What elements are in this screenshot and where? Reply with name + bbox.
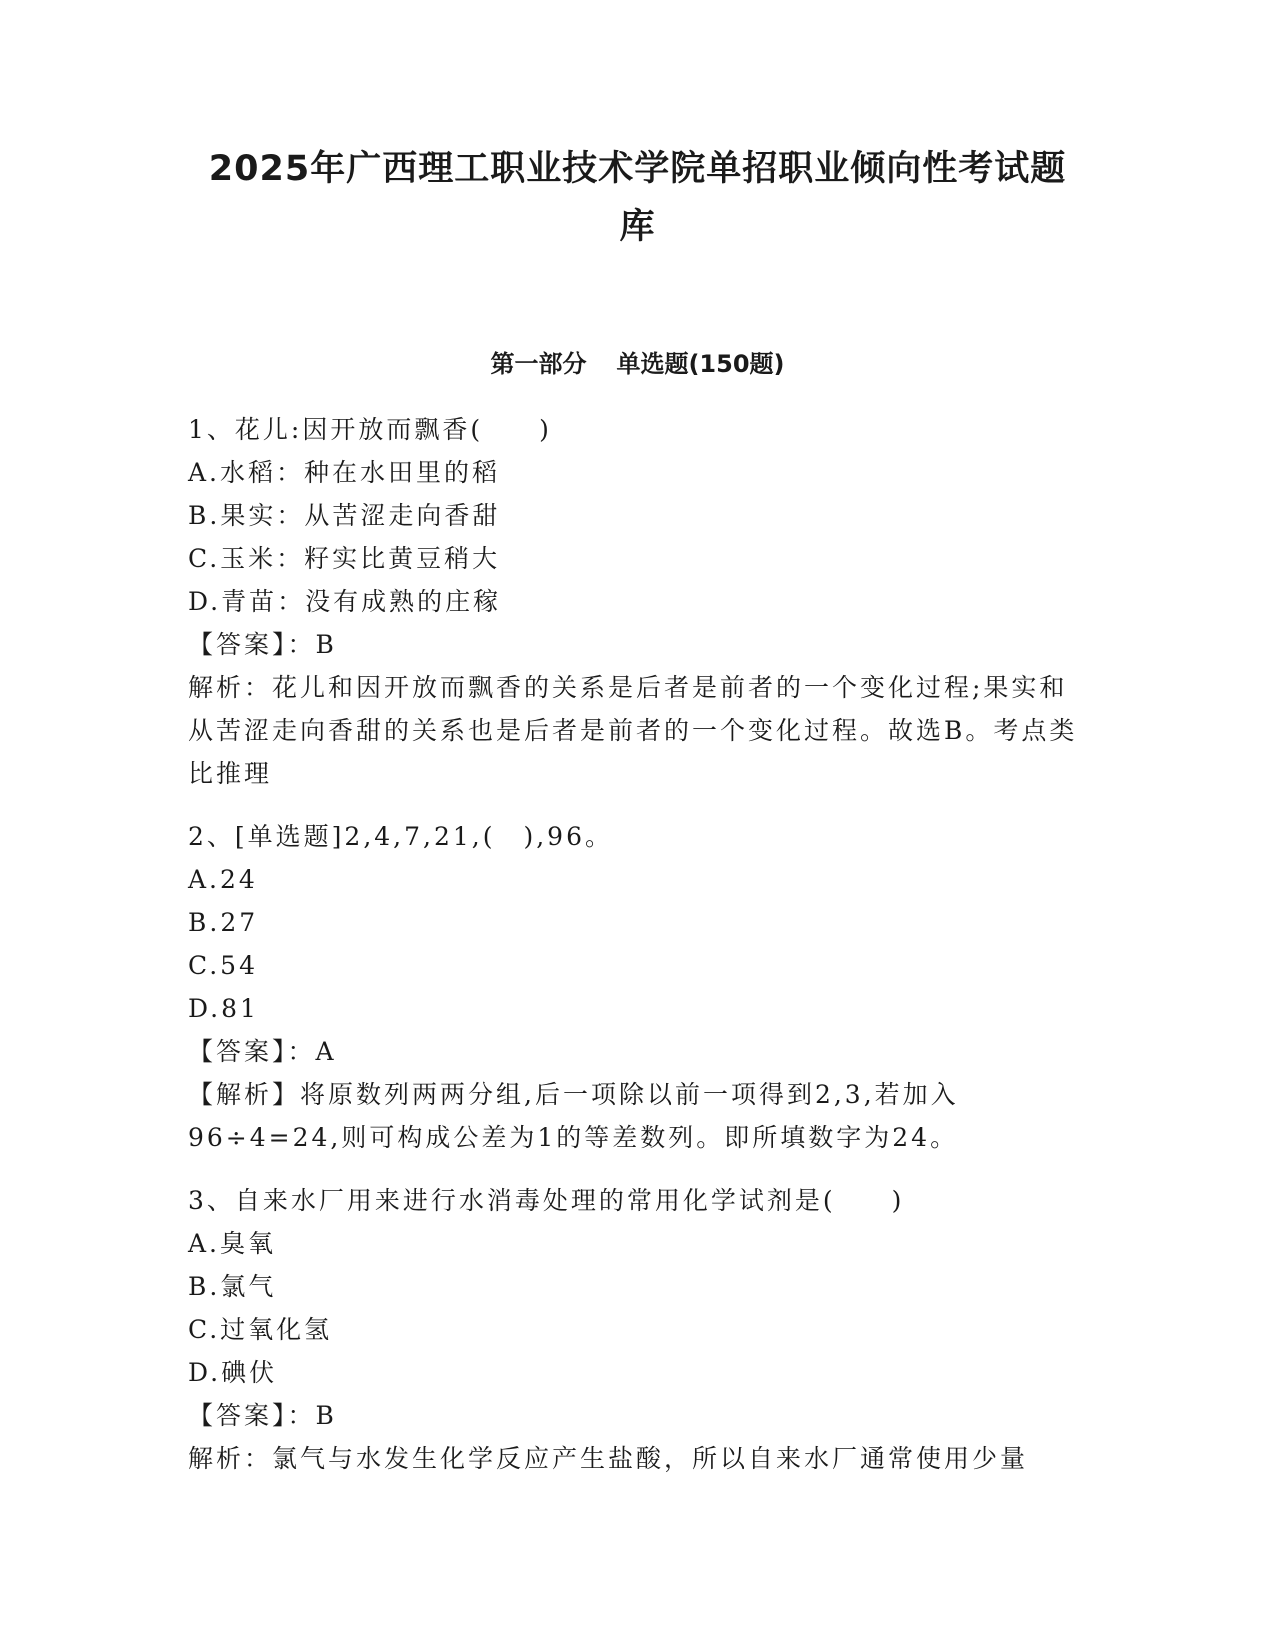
question-2	[188, 815, 1088, 1159]
question-3	[188, 1179, 1088, 1480]
option-b: B.27	[188, 908, 259, 937]
answer-label: 【答案】：	[188, 1037, 316, 1066]
answer-value: A	[315, 1037, 337, 1066]
question-1	[188, 408, 1088, 795]
section-heading	[150, 347, 1125, 381]
option-d: D.碘伏	[188, 1358, 278, 1387]
option-c: C.54	[188, 951, 258, 980]
analysis-text: 解析：氯气与水发生化学反应产生盐酸，所以自来水厂通常使用少量	[188, 1444, 1029, 1473]
document-title-line-1: 2025年广西理工职业技术学院单招职业倾向性考试题	[208, 149, 1067, 189]
section-name: 单选题(150题)	[616, 350, 785, 378]
document-title-line-2: 库	[619, 207, 656, 247]
answer-line	[188, 623, 1088, 666]
section-part: 第一部分	[490, 350, 587, 378]
option-b: B.果实：从苦涩走向香甜	[188, 501, 501, 530]
analysis-text: 解析：花儿和因开放而飘香的关系是后者是前者的一个变化过程;果实和从苦涩走向香甜的关系也是后者是前者的一个变化过程。故选B。考点类比推理	[188, 673, 1078, 788]
option-d: D.青苗：没有成熟的庄稼	[188, 587, 502, 616]
answer-value: B	[315, 1401, 337, 1430]
document-title	[150, 140, 1125, 256]
answer-value: B	[315, 630, 337, 659]
analysis-text-line-2: 96÷4=24,则可构成公差为1的等差数列。即所填数字为24。	[188, 1123, 959, 1152]
question-stem: 3、自来水厂用来进行水消毒处理的常用化学试剂是( )	[188, 1186, 905, 1215]
option-d: D.81	[188, 994, 259, 1023]
option-c: C.玉米：籽实比黄豆稍大	[188, 544, 501, 573]
analysis-text-line-1: 【解析】将原数列两两分组,后一项除以前一项得到2,3,若加入	[188, 1080, 959, 1109]
question-stem: 1、花儿:因开放而飘香( )	[188, 415, 552, 444]
answer-line	[188, 1394, 1088, 1437]
answer-label: 【答案】：	[188, 630, 316, 659]
option-c: C.过氧化氢	[188, 1315, 333, 1344]
question-list	[188, 408, 1088, 1500]
question-stem: 2、[单选题]2,4,7,21,( ),96。	[188, 822, 613, 851]
option-a: A.臭氧	[188, 1229, 277, 1258]
answer-line	[188, 1030, 1088, 1073]
option-a: A.水稻：种在水田里的稻	[188, 458, 501, 487]
option-b: B.氯气	[188, 1272, 277, 1301]
answer-label: 【答案】：	[188, 1401, 316, 1430]
option-a: A.24	[188, 865, 258, 894]
